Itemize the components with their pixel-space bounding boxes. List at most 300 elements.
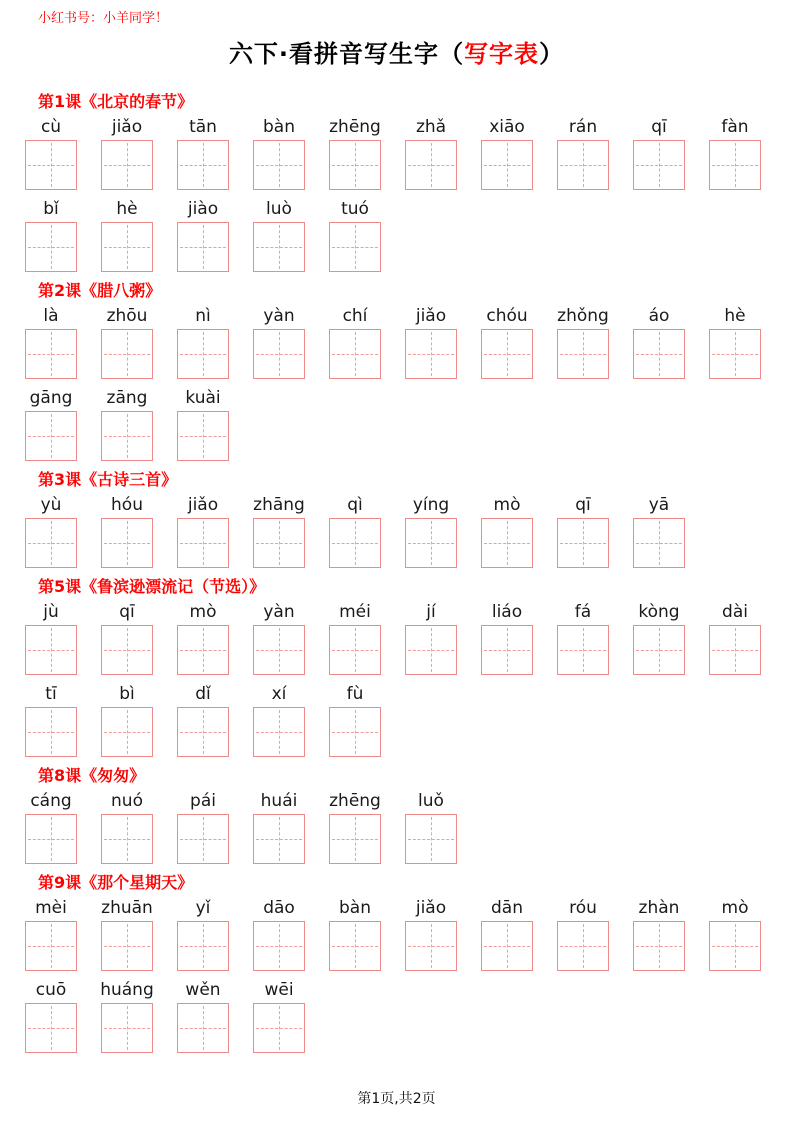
pinyin-label: tān — [189, 117, 217, 137]
pinyin-label: qī — [575, 495, 591, 515]
horizontal-guide-line — [256, 946, 302, 947]
pinyin-label: nì — [195, 306, 211, 326]
pinyin-label: hè — [724, 306, 746, 326]
sections-container — [0, 91, 793, 1053]
pinyin-label: fá — [574, 602, 592, 622]
writing-box — [481, 140, 533, 190]
pinyin-cell — [621, 601, 697, 675]
pinyin-label: yàn — [263, 602, 295, 622]
pinyin-cell — [393, 305, 469, 379]
title-highlight: 写字表 — [464, 40, 540, 68]
horizontal-guide-line — [484, 650, 530, 651]
pinyin-cell — [165, 897, 241, 971]
pinyin-cell — [317, 198, 393, 272]
pinyin-label: zhōu — [106, 306, 148, 326]
horizontal-guide-line — [28, 247, 74, 248]
horizontal-guide-line — [28, 165, 74, 166]
horizontal-guide-line — [332, 247, 378, 248]
pinyin-label: bǐ — [43, 199, 59, 219]
horizontal-guide-line — [332, 839, 378, 840]
pinyin-cell — [165, 601, 241, 675]
writing-box — [25, 1003, 77, 1053]
pinyin-label: yā — [648, 495, 670, 515]
pinyin-label: gāng — [29, 388, 73, 408]
pinyin-cell — [165, 387, 241, 461]
writing-box — [177, 625, 229, 675]
horizontal-guide-line — [408, 946, 454, 947]
pinyin-cell — [621, 897, 697, 971]
horizontal-guide-line — [256, 1028, 302, 1029]
writing-box — [633, 329, 685, 379]
pinyin-label: jù — [43, 602, 59, 622]
horizontal-guide-line — [256, 354, 302, 355]
pinyin-label: bì — [119, 684, 135, 704]
pinyin-label: mèi — [35, 898, 67, 918]
writing-box — [101, 518, 153, 568]
pinyin-label: zhǎ — [415, 117, 447, 137]
horizontal-guide-line — [104, 732, 150, 733]
lesson-section — [0, 872, 793, 1053]
horizontal-guide-line — [332, 354, 378, 355]
pinyin-row — [13, 683, 793, 757]
pinyin-label: fù — [346, 684, 364, 704]
pinyin-label: zhāng — [253, 495, 305, 515]
lesson-rows — [0, 494, 793, 568]
writing-box — [405, 625, 457, 675]
pinyin-cell — [469, 601, 545, 675]
pinyin-cell — [165, 116, 241, 190]
horizontal-guide-line — [636, 946, 682, 947]
pinyin-label: jiǎo — [111, 117, 143, 137]
pinyin-cell — [165, 683, 241, 757]
writing-box — [253, 625, 305, 675]
pinyin-cell — [89, 790, 165, 864]
pinyin-label: zhǒng — [557, 306, 609, 326]
pinyin-label: bàn — [263, 117, 295, 137]
writing-box — [557, 140, 609, 190]
writing-box — [329, 625, 381, 675]
pinyin-cell — [89, 683, 165, 757]
writing-box — [25, 921, 77, 971]
horizontal-guide-line — [180, 650, 226, 651]
lesson-header: 第3课《古诗三首》 — [38, 470, 178, 489]
pinyin-cell — [89, 494, 165, 568]
pinyin-cell — [545, 305, 621, 379]
lesson-rows — [0, 601, 793, 757]
pinyin-label: wěn — [185, 980, 221, 1000]
writing-box — [481, 329, 533, 379]
pinyin-cell — [317, 305, 393, 379]
pinyin-cell — [697, 116, 773, 190]
page-title — [0, 34, 793, 69]
pinyin-row — [13, 601, 793, 675]
pinyin-cell — [13, 601, 89, 675]
pinyin-cell — [13, 790, 89, 864]
horizontal-guide-line — [104, 354, 150, 355]
pinyin-cell — [545, 116, 621, 190]
pinyin-label: yàn — [263, 306, 295, 326]
writing-box — [405, 921, 457, 971]
pinyin-label: mò — [721, 898, 749, 918]
pinyin-cell — [241, 198, 317, 272]
pinyin-cell — [165, 494, 241, 568]
writing-box — [177, 921, 229, 971]
pinyin-row — [13, 979, 793, 1053]
pinyin-label: là — [43, 306, 59, 326]
pinyin-row — [13, 897, 793, 971]
pinyin-label: zhàn — [638, 898, 680, 918]
horizontal-guide-line — [256, 543, 302, 544]
lesson-section — [0, 469, 793, 568]
horizontal-guide-line — [332, 732, 378, 733]
pinyin-cell — [13, 979, 89, 1053]
pinyin-cell — [165, 790, 241, 864]
pinyin-label: qī — [651, 117, 667, 137]
pinyin-cell — [89, 198, 165, 272]
horizontal-guide-line — [484, 354, 530, 355]
watermark-note: 小红书号：小羊同学！ — [38, 11, 169, 26]
horizontal-guide-line — [484, 165, 530, 166]
writing-box — [253, 518, 305, 568]
horizontal-guide-line — [256, 247, 302, 248]
pinyin-cell — [165, 979, 241, 1053]
pinyin-cell — [89, 979, 165, 1053]
pinyin-cell — [13, 116, 89, 190]
pinyin-cell — [469, 116, 545, 190]
pinyin-label: tuó — [341, 199, 369, 219]
writing-box — [253, 707, 305, 757]
horizontal-guide-line — [560, 650, 606, 651]
writing-box — [633, 518, 685, 568]
writing-box — [329, 222, 381, 272]
pinyin-row — [13, 116, 793, 190]
writing-box — [405, 814, 457, 864]
writing-box — [709, 625, 761, 675]
pinyin-cell — [469, 494, 545, 568]
lesson-rows — [0, 897, 793, 1053]
pinyin-label: huáng — [100, 980, 154, 1000]
writing-box — [101, 329, 153, 379]
horizontal-guide-line — [636, 543, 682, 544]
writing-box — [709, 921, 761, 971]
pinyin-cell — [317, 683, 393, 757]
pinyin-label: zhuān — [101, 898, 153, 918]
writing-box — [25, 518, 77, 568]
writing-box — [101, 222, 153, 272]
writing-box — [177, 707, 229, 757]
horizontal-guide-line — [408, 650, 454, 651]
horizontal-guide-line — [104, 543, 150, 544]
writing-box — [481, 625, 533, 675]
horizontal-guide-line — [104, 839, 150, 840]
lesson-section — [0, 576, 793, 757]
lesson-rows — [0, 116, 793, 272]
pinyin-cell — [621, 116, 697, 190]
pinyin-label: luǒ — [418, 791, 444, 811]
writing-box — [709, 329, 761, 379]
pinyin-cell — [13, 387, 89, 461]
pinyin-cell — [469, 897, 545, 971]
pinyin-label: chí — [342, 306, 368, 326]
horizontal-guide-line — [636, 354, 682, 355]
pinyin-cell — [697, 897, 773, 971]
pinyin-label: luò — [266, 199, 292, 219]
writing-box — [101, 921, 153, 971]
horizontal-guide-line — [180, 354, 226, 355]
pinyin-label: yíng — [412, 495, 450, 515]
horizontal-guide-line — [180, 1028, 226, 1029]
writing-box — [329, 140, 381, 190]
pinyin-label: dǐ — [195, 684, 211, 704]
title-paren-close: ） — [539, 40, 565, 68]
pinyin-cell — [13, 305, 89, 379]
horizontal-guide-line — [332, 165, 378, 166]
horizontal-guide-line — [408, 354, 454, 355]
pinyin-label: jiǎo — [187, 495, 219, 515]
horizontal-guide-line — [28, 732, 74, 733]
horizontal-guide-line — [180, 732, 226, 733]
pinyin-cell — [13, 683, 89, 757]
pinyin-cell — [393, 494, 469, 568]
pinyin-label: róu — [569, 898, 597, 918]
pinyin-row — [13, 494, 793, 568]
pinyin-cell — [697, 601, 773, 675]
writing-box — [709, 140, 761, 190]
pinyin-label: xí — [271, 684, 287, 704]
horizontal-guide-line — [104, 165, 150, 166]
pinyin-cell — [393, 601, 469, 675]
writing-box — [25, 814, 77, 864]
writing-box — [177, 814, 229, 864]
pinyin-label: cuō — [35, 980, 67, 1000]
horizontal-guide-line — [712, 946, 758, 947]
pinyin-label: yǐ — [195, 898, 211, 918]
writing-box — [25, 625, 77, 675]
pinyin-cell — [165, 198, 241, 272]
pinyin-row — [13, 198, 793, 272]
horizontal-guide-line — [560, 165, 606, 166]
writing-box — [633, 625, 685, 675]
lesson-header: 第1课《北京的春节》 — [38, 92, 194, 111]
writing-box — [101, 411, 153, 461]
pinyin-cell — [241, 683, 317, 757]
pinyin-label: cù — [40, 117, 62, 137]
pinyin-label: mò — [493, 495, 521, 515]
pinyin-label: kòng — [638, 602, 680, 622]
pinyin-label: qì — [347, 495, 363, 515]
writing-box — [101, 1003, 153, 1053]
pinyin-cell — [545, 601, 621, 675]
writing-box — [557, 329, 609, 379]
writing-box — [25, 411, 77, 461]
pinyin-label: jiǎo — [415, 306, 447, 326]
horizontal-guide-line — [104, 1028, 150, 1029]
pinyin-label: fàn — [721, 117, 749, 137]
pinyin-label: rán — [568, 117, 598, 137]
writing-box — [253, 329, 305, 379]
page-number: 第1页,共2页 — [357, 1091, 436, 1107]
pinyin-label: yù — [40, 495, 62, 515]
horizontal-guide-line — [256, 165, 302, 166]
lesson-section — [0, 91, 793, 272]
writing-box — [177, 222, 229, 272]
pinyin-cell — [393, 116, 469, 190]
horizontal-guide-line — [180, 247, 226, 248]
pinyin-cell — [393, 897, 469, 971]
pinyin-cell — [13, 897, 89, 971]
horizontal-guide-line — [332, 650, 378, 651]
title-paren-open: （ — [439, 40, 465, 68]
writing-box — [25, 707, 77, 757]
lesson-header: 第2课《腊八粥》 — [38, 281, 162, 300]
horizontal-guide-line — [28, 650, 74, 651]
horizontal-guide-line — [332, 946, 378, 947]
pinyin-cell — [393, 790, 469, 864]
pinyin-cell — [241, 601, 317, 675]
pinyin-label: dān — [491, 898, 523, 918]
horizontal-guide-line — [256, 650, 302, 651]
horizontal-guide-line — [560, 946, 606, 947]
lesson-rows — [0, 305, 793, 461]
pinyin-cell — [241, 116, 317, 190]
writing-box — [177, 1003, 229, 1053]
pinyin-row — [13, 790, 793, 864]
writing-box — [405, 329, 457, 379]
horizontal-guide-line — [484, 543, 530, 544]
writing-box — [101, 707, 153, 757]
horizontal-guide-line — [332, 543, 378, 544]
writing-box — [633, 921, 685, 971]
pinyin-label: jiào — [187, 199, 219, 219]
pinyin-label: dāo — [263, 898, 295, 918]
pinyin-cell — [241, 494, 317, 568]
writing-box — [329, 329, 381, 379]
pinyin-cell — [89, 601, 165, 675]
horizontal-guide-line — [28, 354, 74, 355]
pinyin-cell — [545, 494, 621, 568]
pinyin-label: bàn — [339, 898, 371, 918]
horizontal-guide-line — [560, 354, 606, 355]
pinyin-cell — [241, 897, 317, 971]
pinyin-cell — [317, 116, 393, 190]
pinyin-label: qī — [119, 602, 135, 622]
horizontal-guide-line — [408, 543, 454, 544]
horizontal-guide-line — [28, 543, 74, 544]
lesson-section — [0, 280, 793, 461]
writing-box — [177, 329, 229, 379]
title-main: 六下·看拼音写生字 — [228, 40, 440, 68]
writing-box — [177, 518, 229, 568]
lesson-section — [0, 765, 793, 864]
lesson-header: 第8课《匆匆》 — [38, 766, 146, 785]
pinyin-label: zhēng — [329, 117, 381, 137]
pinyin-label: nuó — [111, 791, 143, 811]
pinyin-label: huái — [260, 791, 298, 811]
horizontal-guide-line — [28, 946, 74, 947]
pinyin-label: hè — [116, 199, 138, 219]
pinyin-cell — [317, 790, 393, 864]
pinyin-row — [13, 305, 793, 379]
pinyin-cell — [317, 494, 393, 568]
pinyin-label: mò — [189, 602, 217, 622]
pinyin-cell — [697, 305, 773, 379]
writing-box — [101, 140, 153, 190]
horizontal-guide-line — [408, 165, 454, 166]
writing-box — [405, 518, 457, 568]
pinyin-row — [13, 387, 793, 461]
horizontal-guide-line — [408, 839, 454, 840]
pinyin-label: zāng — [106, 388, 148, 408]
pinyin-cell — [13, 198, 89, 272]
writing-box — [25, 222, 77, 272]
horizontal-guide-line — [180, 165, 226, 166]
pinyin-label: kuài — [185, 388, 221, 408]
writing-box — [329, 814, 381, 864]
pinyin-cell — [89, 897, 165, 971]
horizontal-guide-line — [712, 354, 758, 355]
horizontal-guide-line — [636, 650, 682, 651]
horizontal-guide-line — [180, 839, 226, 840]
pinyin-cell — [241, 305, 317, 379]
pinyin-cell — [89, 116, 165, 190]
writing-box — [253, 1003, 305, 1053]
writing-box — [329, 921, 381, 971]
pinyin-cell — [241, 790, 317, 864]
writing-box — [253, 222, 305, 272]
writing-box — [177, 140, 229, 190]
horizontal-guide-line — [28, 1028, 74, 1029]
pinyin-label: áo — [648, 306, 670, 326]
pinyin-cell — [241, 979, 317, 1053]
writing-box — [633, 140, 685, 190]
pinyin-label: tī — [45, 684, 57, 704]
pinyin-cell — [469, 305, 545, 379]
writing-box — [481, 921, 533, 971]
pinyin-cell — [317, 897, 393, 971]
writing-box — [177, 411, 229, 461]
horizontal-guide-line — [256, 839, 302, 840]
pinyin-label: jiǎo — [415, 898, 447, 918]
writing-box — [253, 140, 305, 190]
horizontal-guide-line — [180, 543, 226, 544]
horizontal-guide-line — [104, 247, 150, 248]
pinyin-cell — [621, 494, 697, 568]
pinyin-label: xiāo — [489, 117, 525, 137]
horizontal-guide-line — [104, 946, 150, 947]
writing-box — [329, 518, 381, 568]
pinyin-cell — [89, 387, 165, 461]
writing-box — [557, 921, 609, 971]
writing-box — [25, 140, 77, 190]
pinyin-label: pái — [190, 791, 216, 811]
horizontal-guide-line — [484, 946, 530, 947]
horizontal-guide-line — [28, 436, 74, 437]
writing-box — [253, 814, 305, 864]
writing-box — [329, 707, 381, 757]
horizontal-guide-line — [256, 732, 302, 733]
pinyin-label: hóu — [111, 495, 143, 515]
horizontal-guide-line — [104, 436, 150, 437]
writing-box — [101, 625, 153, 675]
pinyin-label: wēi — [264, 980, 294, 1000]
pinyin-cell — [13, 494, 89, 568]
pinyin-label: dài — [722, 602, 748, 622]
horizontal-guide-line — [104, 650, 150, 651]
writing-box — [253, 921, 305, 971]
lesson-header: 第5课《鲁滨逊漂流记（节选）》 — [38, 577, 266, 596]
lesson-header: 第9课《那个星期天》 — [38, 873, 194, 892]
pinyin-label: chóu — [486, 306, 528, 326]
